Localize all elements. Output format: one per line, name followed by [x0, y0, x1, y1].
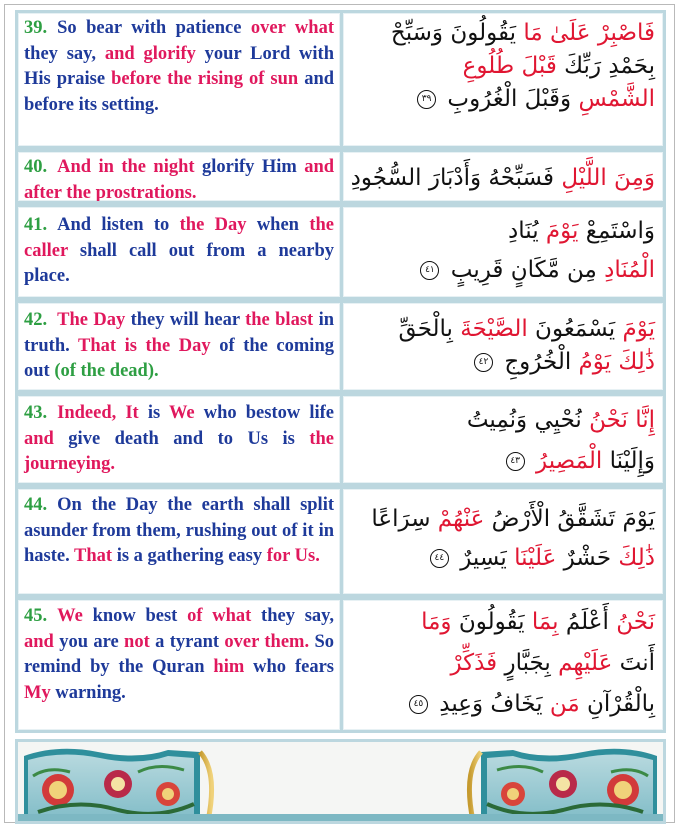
arabic-segment: بِحَمْدِ رَبِّكَ	[556, 53, 655, 79]
arabic-segment: بِجَبَّارٍ	[497, 650, 559, 676]
arabic-line	[349, 445, 655, 478]
verse-row-45	[15, 597, 666, 733]
arabic-segment: بِالْقُرْآنِ	[579, 691, 655, 717]
english-segment: That is the Day	[77, 335, 211, 356]
english-segment: for Us.	[266, 546, 320, 566]
english-segment: glorify Him	[194, 157, 305, 177]
english-segment: shall call out from a nearby place.	[24, 240, 334, 286]
english-translation	[24, 155, 334, 204]
english-segment: over them.	[224, 631, 310, 652]
english-segment: and	[24, 631, 54, 652]
arabic-line	[349, 647, 655, 680]
arabic-line	[349, 313, 655, 346]
arabic-line	[349, 688, 655, 721]
arabic-segment: يَوْمَ	[545, 218, 579, 244]
verse-number: 39.	[24, 18, 48, 38]
arabic-line	[349, 215, 655, 248]
english-segment: who fears	[244, 657, 334, 677]
arabic-segment: الْخُرُوجِ	[504, 349, 579, 375]
verse-row-44	[15, 486, 666, 597]
verse-row-43	[15, 393, 666, 486]
arabic-segment: يَوْمَ تَشَقَّقُ الْأَرْضُ	[484, 506, 655, 532]
arabic-segment: يَخَافُ وَعِيدِ	[439, 691, 550, 717]
arabic-segment: مَن	[549, 691, 580, 717]
ayah-end-marker: ٤٥	[409, 695, 428, 714]
arabic-segment: عَنْهُمْ	[437, 506, 485, 532]
arabic-segment: يَوْمَ	[622, 316, 655, 342]
ayah-end-marker: ٤٤	[430, 549, 449, 568]
english-segment: the journeying.	[24, 428, 334, 474]
english-segment: of the coming out	[24, 335, 334, 381]
english-segment: and	[24, 428, 54, 449]
arabic-segment: فَاصْبِرْ عَلَىٰ مَا	[523, 20, 655, 46]
arabic-text-cell	[343, 393, 666, 486]
english-segment: of what	[187, 606, 252, 626]
english-segment: your Lord with His praise	[24, 43, 334, 89]
english-segment: a tyrant	[149, 631, 225, 652]
arabic-segment: وَمَا	[421, 609, 452, 635]
arabic-line	[349, 404, 655, 437]
arabic-text-cell	[343, 300, 666, 393]
arabic-segment: وَقَبْلَ الْغُرُوبِ	[447, 86, 579, 112]
english-translation-cell	[15, 393, 343, 486]
verse-number: 44.	[24, 495, 48, 515]
arabic-segment: حَشْرٌ	[556, 545, 619, 571]
arabic-segment: الصَّيْحَةَ	[460, 316, 528, 342]
english-translation	[24, 16, 334, 118]
decorative-floral-border	[15, 739, 666, 824]
english-segment: the caller	[24, 215, 334, 261]
english-segment: So bear with patience	[57, 18, 251, 38]
english-segment: and glorify	[104, 43, 196, 64]
english-segment: Indeed, It	[57, 403, 139, 423]
arabic-segment: عَلَيْهِم	[558, 650, 613, 676]
arabic-line	[349, 83, 655, 116]
english-translation-cell	[15, 300, 343, 393]
english-segment: and after the prostrations.	[24, 157, 335, 203]
arabic-segment: يَقُولُونَ وَسَبِّحْ	[390, 20, 524, 46]
english-segment: is a gathering easy	[112, 546, 267, 566]
english-translation	[24, 493, 334, 570]
arabic-text-cell	[343, 10, 666, 149]
english-segment: the blast	[245, 310, 314, 330]
english-segment: That	[74, 546, 113, 566]
floral-ornament-image	[18, 742, 663, 821]
english-translation-cell	[15, 486, 343, 597]
english-segment: is	[138, 403, 169, 423]
arabic-segment: فَذَكِّرْ	[450, 650, 498, 676]
arabic-text-cell	[343, 149, 666, 204]
arabic-segment: وَمِنَ اللَّيْلِ	[561, 165, 655, 191]
english-translation	[24, 604, 334, 706]
verse-number: 43.	[24, 403, 48, 423]
english-segment: And in the night	[57, 157, 195, 177]
arabic-segment: يَسِيرٌ	[460, 545, 515, 571]
arabic-segment: وَإِلَيْنَا	[602, 448, 655, 474]
arabic-segment: ذَٰلِكَ يَوْمُ	[578, 349, 655, 375]
arabic-segment: عَلَيْنَا	[514, 545, 557, 571]
arabic-segment: سِرَاعًا	[371, 506, 438, 532]
english-segment: him	[213, 657, 245, 677]
english-segment: they will hear	[125, 310, 246, 330]
english-segment: The Day	[57, 310, 126, 330]
arabic-segment: بِالْحَقِّ	[398, 316, 461, 342]
english-segment: when	[246, 215, 310, 235]
arabic-segment: بِمَا	[531, 609, 559, 635]
english-segment: and before its setting.	[24, 69, 335, 115]
english-segment: the Day	[179, 215, 247, 235]
verse-row-41	[15, 204, 666, 300]
arabic-segment: يَسْمَعُونَ	[527, 316, 623, 342]
verse-row-39	[15, 10, 666, 149]
verse-row-42	[15, 300, 666, 393]
verse-number: 42.	[24, 310, 48, 330]
english-segment: (of the dead).	[54, 361, 159, 381]
english-segment: before the rising of sun	[111, 69, 299, 89]
arabic-text-cell	[343, 204, 666, 300]
english-translation-cell	[15, 597, 343, 733]
ayah-end-marker: ٤٣	[506, 452, 525, 471]
english-segment: On the Day the earth shall split asunder from them, rushing out of it in haste.	[24, 495, 334, 566]
english-segment: they say,	[251, 606, 334, 626]
arabic-line	[349, 50, 655, 83]
ayah-end-marker: ٣٩	[417, 90, 436, 109]
arabic-line	[349, 254, 655, 287]
english-segment: My	[24, 682, 51, 703]
arabic-segment: الشَّمْسِ	[578, 86, 655, 112]
arabic-line	[349, 162, 655, 195]
arabic-segment: يُنَادِ	[508, 218, 546, 244]
arabic-segment: أَعْلَمُ	[558, 609, 617, 635]
arabic-text-cell	[343, 486, 666, 597]
english-translation	[24, 308, 334, 385]
arabic-segment: يَقُولُونَ	[451, 609, 532, 635]
english-segment: We	[57, 606, 83, 626]
english-segment: you are	[53, 631, 125, 652]
verses-table	[4, 4, 675, 823]
english-segment: not	[124, 631, 150, 652]
arabic-segment: ذَٰلِكَ	[618, 545, 655, 571]
arabic-line	[349, 346, 655, 379]
english-segment: And listen to	[57, 215, 180, 235]
arabic-segment: نُحْيِي وَنُمِيتُ	[466, 407, 590, 433]
verse-row-40	[15, 149, 666, 204]
english-segment: We	[168, 403, 195, 423]
verse-number: 41.	[24, 215, 48, 235]
english-segment: who bestow life	[194, 403, 334, 423]
arabic-text-cell	[343, 597, 666, 733]
arabic-segment: قَبْلَ طُلُوعِ	[462, 53, 557, 79]
english-segment: give death and to Us is	[53, 428, 310, 449]
ayah-end-marker: ٤١	[420, 261, 439, 280]
english-segment: know best	[82, 606, 188, 626]
arabic-segment: الْمُنَادِ	[604, 257, 655, 283]
english-translation-cell	[15, 10, 343, 149]
arabic-line	[349, 542, 655, 575]
english-segment: in truth.	[24, 310, 335, 356]
verse-number: 45.	[24, 606, 48, 626]
english-segment: warning.	[50, 682, 126, 703]
arabic-segment: أَنتَ	[612, 650, 655, 676]
arabic-line	[349, 503, 655, 536]
arabic-segment: نَحْنُ	[616, 609, 655, 635]
english-segment: they say,	[24, 43, 105, 64]
english-segment: over what	[250, 18, 334, 38]
arabic-segment: فَسَبِّحْهُ وَأَدْبَارَ السُّجُودِ	[350, 165, 562, 191]
english-translation	[24, 401, 334, 478]
arabic-segment: إِنَّا نَحْنُ	[589, 407, 655, 433]
english-translation-cell	[15, 204, 343, 300]
arabic-segment: الْمَصِيرُ	[536, 448, 603, 474]
arabic-line	[349, 17, 655, 50]
english-segment: So remind by the Quran	[24, 631, 334, 677]
verse-number: 40.	[24, 157, 48, 177]
ayah-end-marker: ٤٢	[474, 353, 493, 372]
arabic-segment: وَاسْتَمِعْ	[578, 218, 655, 244]
arabic-segment: مِن مَّكَانٍ قَرِيبٍ	[450, 257, 605, 283]
english-translation-cell	[15, 149, 343, 204]
english-translation	[24, 213, 334, 290]
arabic-line	[349, 606, 655, 639]
